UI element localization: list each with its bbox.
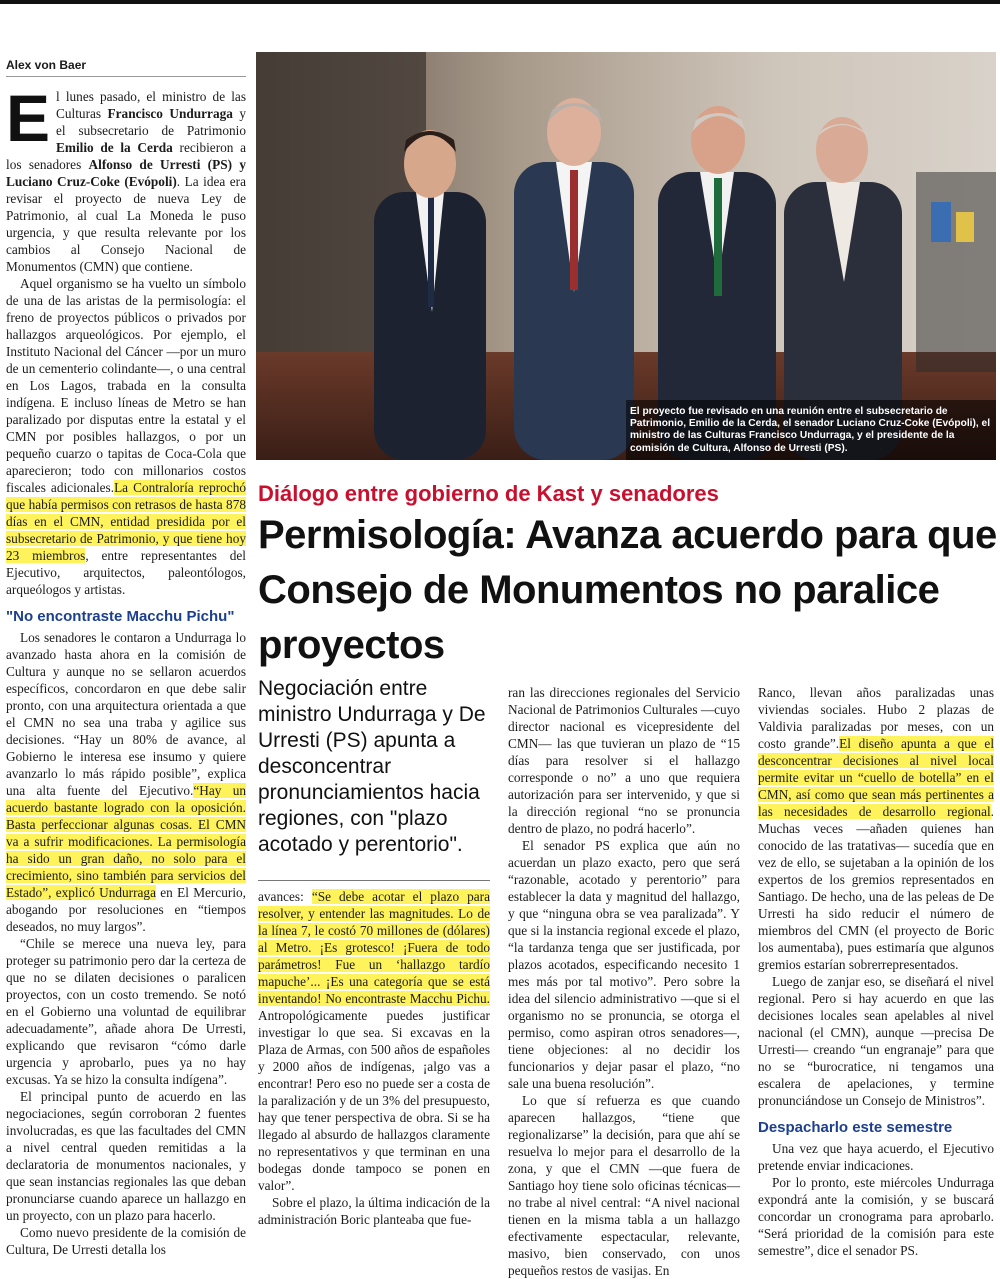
- text-run: , entre representantes del Ejecutivo, arquitectos, paleontólogos, arqueólogos y artistas.: [6, 548, 246, 597]
- text-run: y el subsecretario de Patrimonio: [56, 106, 246, 138]
- paragraph-9: ran las direcciones regionales del Servicio Nacional de Patrimonios Culturales —cuyo director nacional es vicepresidente del CMN— las que tuvieran un plazo de “15 días para resolver si el hallazgo corresponde o no” a uno que requiera autorización para ser intervenido, y que si la dirección regional “no se pronuncia dentro de plazo, no podrá hacerlo”.: [508, 685, 740, 836]
- paragraph-8: Sobre el plazo, la última indicación de la administración Boric planteaba que fue-: [258, 1195, 490, 1227]
- article-photo: [256, 52, 996, 460]
- paragraph-13: Luego de zanjar eso, se diseñará el nivel regional. Pero si hay acuerdo en que las decisiones locales sean apelables al nivel nacional (el CMN), aunque —precisa De Urresti— creando “un engranaje” para que no se “burocratice, ni tengamos una escalera de apelaciones, y termine pronunciándose un Consejo de Ministros”.: [758, 974, 994, 1108]
- subhead-machu-picchu: "No encontraste Macchu Pichu": [6, 608, 235, 625]
- text-run: . Muchas veces —añaden quienes han conocido de las tratativas— sucedía que en vez de ello, se sujetaban a la opinión de los expertos de los gremios representados en Santiago. De hecho, una de las peleas de De Urresti ha sido reducir el número de miembros del CMN (el proyecto de Boric los aumentaba), pues estimaría que algunos gremios estarían sobrerrepresentados.: [758, 804, 994, 972]
- text-run: Ranco, llevan años paralizadas unas viviendas sociales. Hubo 2 plazas de Valdivia paralizadas por meses, con un costo grande”.: [758, 685, 994, 751]
- paragraph-3: [6, 629, 246, 935]
- subhead-semestre: Despacharlo este semestre: [758, 1119, 953, 1136]
- name-de-la-cerda: Emilio de la Cerda: [56, 140, 173, 155]
- text-run: . La idea era revisar el proyecto de nueva Ley de Patrimonio, al cual La Moneda le puso urgencia, y que resulta relevante por los cambios al Consejo Nacional de Monumentos (CMN) que contiene.: [6, 174, 246, 274]
- paragraph-2: [6, 275, 246, 598]
- paragraph-12: [758, 684, 994, 973]
- paragraph-15: Por lo pronto, este miércoles Undurraga expondrá ante la comisión, y se buscará concordar un cronograma para aprobarlo. “Será prioridad de la comisión para este semestre”, dice el senador PS.: [758, 1175, 994, 1258]
- paragraph-1: [6, 81, 247, 275]
- paragraph-6: Como nuevo presidente de la comisión de Cultura, De Urresti detalla los: [6, 1225, 246, 1257]
- byline: Alex von Baer: [6, 58, 87, 72]
- column-1: [6, 81, 247, 1258]
- photo-caption: El proyecto fue revisado en una reunión entre el subsecretario de Patrimonio, Emilio de la Cerda, el senador Luciano Cruz-Coke (Evópoli), el ministro de las Culturas Francisco Undurraga, y el presidente de la comisión de Cultura, Alfonso de Urresti (PS).: [630, 406, 991, 454]
- paragraph-7: [258, 888, 490, 1194]
- highlight: La Contraloría reprochó que había permisos con retrasos de hasta 878 días en el CMN, entidad presidida por el subsecretario de Patrimonio, y que tiene hoy 23 miembros: [6, 480, 246, 563]
- byline-divider: [6, 76, 246, 77]
- text-run: Antropológicamente puedes justificar investigar lo que sea. Si excavas en la Plaza de Armas, con 500 años de españoles y 2000 años de indígenas, ¡algo vas a encontrar! Pero eso no puede ser a costa de la paralización y de un 3% del presupuesto, hay que tener perspectiva de obra. Si se ha llegado al absurdo de hallazgos claramente no representativos y que terminan en una bodegas donde tampoco se ponen en valor”.: [258, 1008, 490, 1193]
- text-run: avances:: [258, 889, 312, 904]
- paragraph-4: “Chile se merece una nueva ley, para proteger su patrimonio pero dar la certeza de que no se dilaten decisiones o paralicen proyectos, con un costo tremendo. Se notó en el Gobierno una voluntad de equilibrar adecuadamente”, añade ahora De Urresti, explicando que revisaron “cómo darle urgencia y aprobarlo, pues ya no hay excusas. Ya se hizo la consulta indígena”.: [6, 936, 246, 1087]
- text-run: Los senadores le contaron a Undurraga lo avanzado hasta ahora en la comisión de Cultura y aunque no se sellaron acuerdos específicos, concordaron en que debe salir pronto, con una arquitectura orientada a que el CMN no sea una traba y agilice sus decisiones. “Hay un 80% de avance, al Gobierno le interesa ese insumo y quiere avanzarlo lo más rápido posible”, explica una alta fuente del Ejecutivo.: [6, 630, 246, 798]
- highlight: “Hay un acuerdo bastante logrado con la oposición. Basta perfeccionar algunas cosas. El CMN va a sufrir modificaciones. La permisología ha sido un gran daño, no solo para el crecimiento, sino también para servicios del Estado”, explicó Undurraga: [6, 783, 246, 900]
- kicker: Diálogo entre gobierno de Kast y senadores: [258, 481, 719, 506]
- highlight: El diseño apunta a que el desconcentrar decisiones al nivel local permite evitar un “cuello de botella” en el CMN, así como que sean más pertinentes a las necesidades de desarrollo regional: [758, 736, 995, 819]
- dropcap: E: [6, 81, 51, 155]
- paragraph-10: El senador PS explica que aún no acuerdan un plazo exacto, pero que será “razonable, acotado y perentorio” para establecer la data y magnitud del hallazgo, y que “ninguna obra se vea paralizada”. Y que si la instancia regional excede el plazo, “la tardanza tenga que ser justificada, por plazos acotados, especificando necesito 1 mes más por tal motivo”. Pero sobre la idea del silencio administrativo —que si el organismo no se pronuncia, se otorga el permiso, como aspiran otros senadores—, tiene objeciones: al no decidir los funcionarios y dejar pasar el plazo, “no sale una buena resolución”.: [508, 838, 740, 1091]
- paragraph-5: El principal punto de acuerdo en las negociaciones, según corroboran 2 fuentes involucradas, es que las facultades del CMN a nivel central queden remitidas a la declaratoria de monumentos nacionales, y que sean instancias regionales las que deban pronunciarse cuando aparece un hallazgo en un proyecto, con un plazo para hacerlo.: [6, 1089, 246, 1223]
- meeting-photo-illustration: [256, 52, 996, 460]
- paragraph-11: Lo que sí refuerza es que cuando aparecen hallazgos, “tiene que regionalizarse” la decisión, para que ahí se resuelva lo mejor para el desarrollo de la zona, y que el CMN —que fuera de Santiago hoy tiene solo oficinas técnicas— no trabe al nivel central: “A nivel nacional tienen en la misma tabla a un hallazgo efectivamente espectacular, relevante, masivo, bien conservado, con unos pequeños restos de vasijas. En: [508, 1093, 740, 1278]
- text-run: en El Mercurio, abogando por resoluciones en “tiempos deseados, no muy largos”.: [6, 885, 246, 934]
- headline: Permisología: Avanza acuerdo para que Consejo de Monumentos no paralice proyectos: [258, 513, 997, 667]
- highlight: “Se debe acotar el plazo para resolver, y entender las magnitudes. Lo de la línea 7, le costó 70 millones de (dólares) al Metro. ¡Es grotesco! ¡Fuera de todo parámetros! Fue un ‘hallazgo tardío mapuche’... ¡Es una categoría que se está inventando! No encontraste Macchu Pichu.: [258, 889, 490, 1006]
- column-4: [758, 684, 994, 1259]
- deck-divider: [258, 880, 490, 881]
- paragraph-14: Una vez que haya acuerdo, el Ejecutivo pretende enviar indicaciones.: [758, 1141, 994, 1173]
- name-undurraga: Francisco Undurraga: [107, 106, 233, 121]
- text-run: Aquel organismo se ha vuelto un símbolo de una de las aristas de la permisología: el freno de proyectos públicos o privados por hallazgos arqueológicos. Por ejemplo, el Instituto Nacional del Cáncer —por un muro de un cementerio colindante—, o una central en Los Lagos, trabada en la consulta indígena. E incluso líneas de Metro se han paralizado por disputas entre la estatal y el CMN por posibles hallazgos, o por un pequeño cuarzo o tapitas de Coca-Cola que aparecieron; todo con millonarios costos fiscales adicionales.: [6, 276, 246, 495]
- column-2: [258, 888, 490, 1228]
- text-run: l lunes pasado, el ministro de las Culturas: [56, 89, 246, 121]
- top-rule: [0, 0, 1000, 4]
- column-3: [508, 684, 740, 1279]
- name-senators: Alfonso de Urresti (PS) y Luciano Cruz-Coke (Evópoli): [6, 157, 247, 189]
- deck: Negociación entre ministro Undurraga y De Urresti (PS) apunta a desconcentrar pronunciamientos hacia regiones, con "plazo acotado y perentorio".: [258, 677, 486, 856]
- text-run: recibieron a los senadores: [6, 140, 246, 172]
